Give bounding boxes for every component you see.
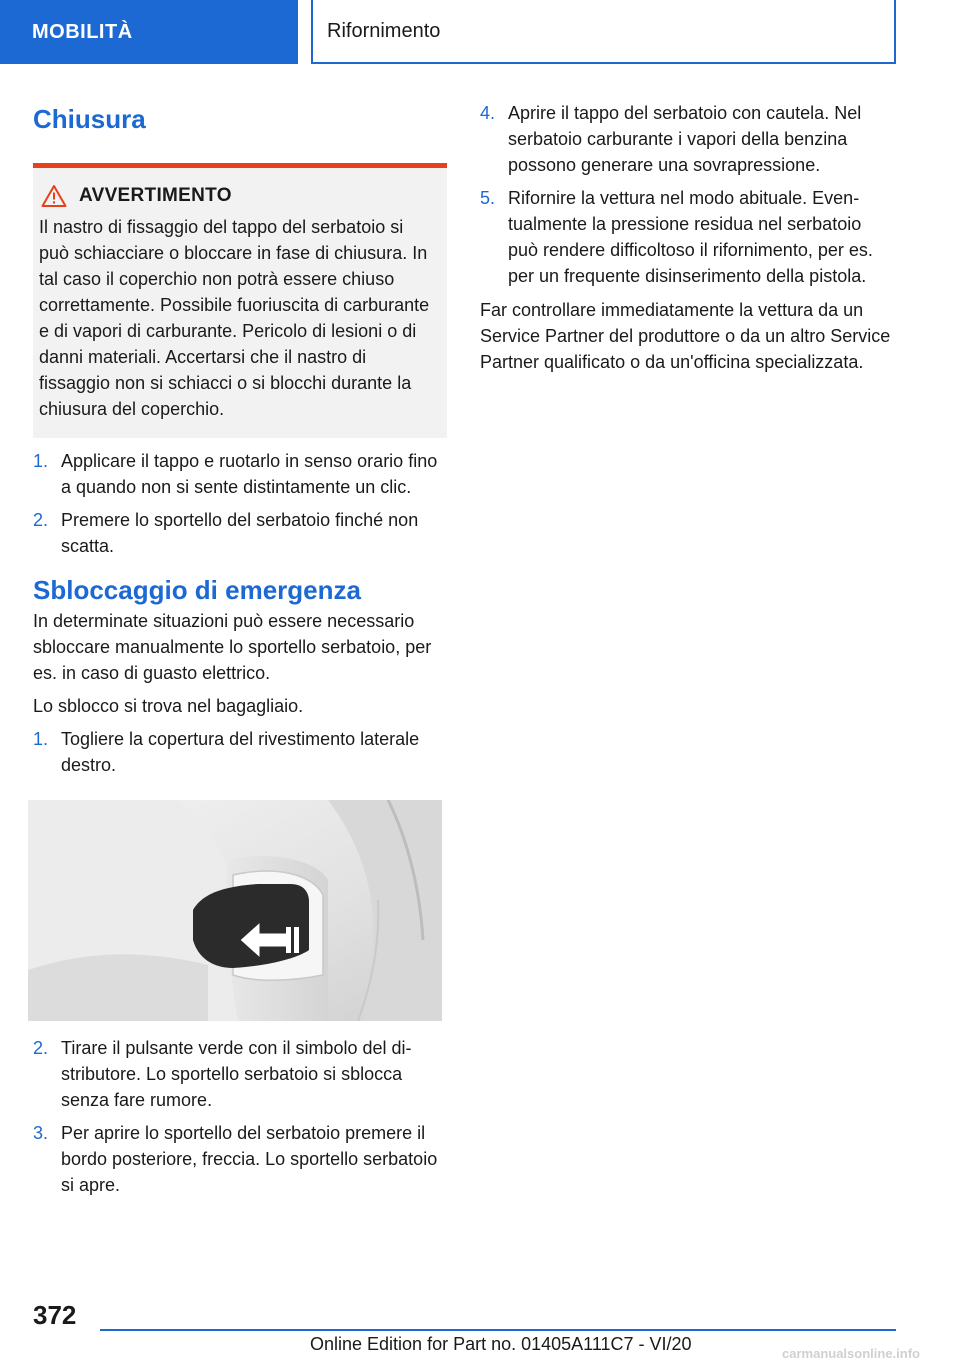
step-number: 2. [33, 510, 49, 530]
footer-divider [100, 1329, 896, 1331]
step-number: 1. [33, 451, 49, 471]
step-number: 5. [480, 188, 496, 208]
paragraph: Lo sblocco si trova nel bagagliaio. [33, 696, 304, 716]
warning-title: AVVERTIMENTO [79, 185, 232, 206]
steps-continued [480, 100, 896, 289]
left-column [33, 100, 447, 1206]
heading-sbloccaggio: Sbloccaggio di emergenza [33, 575, 361, 605]
list-item [33, 726, 447, 778]
list-item [33, 1035, 447, 1113]
step-number: 1. [33, 729, 49, 749]
step-text: Tirare il pulsante verde con il simbolo del distributore. Lo sportello serbatoio si sblocca senza fare rumore. [61, 1038, 412, 1110]
warning-box [33, 163, 447, 438]
steps-sbloccaggio-a [33, 726, 447, 778]
step-text: Premere lo sportello del serbatoio finché non scatta. [61, 510, 419, 556]
step-number: 2. [33, 1038, 49, 1058]
paragraph: Far controllare immediatamente la vettura da un Service Partner del produttore o da un altro Service Partner qualificato o da un'officina specializzata. [480, 300, 891, 372]
right-column [480, 100, 896, 382]
watermark: carmanualsonline.info [782, 1346, 920, 1361]
header-chapter-label: Rifornimento [327, 19, 441, 42]
step-text: Togliere la copertura del rivestimento laterale destro. [61, 729, 420, 775]
header-section-tab [0, 0, 298, 64]
header-chapter-tab [311, 0, 896, 64]
step-number: 3. [33, 1123, 49, 1143]
warning-text: Il nastro di fissaggio del tappo del serbatoio si può schiacciare o bloccare in fase di chiusura. In tal caso il coperchio non potrà essere chiuso correttamente. Possibile fuoriuscita di carburante e di vapori di carburante. Pericolo di lesioni o di danni materiali. Accertarsi che il nastro di fissaggio non si schiacci o si blocchi durante la chiusura del coperchio. [39, 217, 430, 419]
step-text: Applicare il tappo e ruotarlo in senso orario fino a quando non si sente distintamente un clic. [61, 451, 438, 497]
warning-header [41, 184, 433, 208]
trunk-trim-photo [28, 800, 442, 1021]
warning-triangle-icon [41, 184, 67, 208]
page-number: 372 [33, 1300, 77, 1330]
paragraph: In determinate situazioni può essere necessario sbloccare manualmente lo sportello serbatoio, per es. in caso di guasto elettrico. [33, 611, 432, 683]
header-section-label: MOBILITÀ [32, 20, 133, 43]
list-item [480, 100, 896, 178]
step-text: Per aprire lo sportello del serbatoio premere il bordo posteriore, freccia. Lo sportello serbatoio si apre. [61, 1123, 438, 1195]
step-text: Rifornire la vettura nel modo abituale. Eventualmente la pressione residua nel serbatoio può rendere difficoltoso il rifornimento, per es. per un frequente disinserimento della pistola. [508, 188, 873, 286]
list-item [33, 1120, 447, 1198]
steps-chiusura [33, 448, 447, 559]
heading-chiusura: Chiusura [33, 104, 146, 134]
step-number: 4. [480, 103, 496, 123]
step-text: Aprire il tappo del serbatoio con cautela. Nel serbatoio carburante i vapori della benzina possono generare una sovrapressione. [508, 103, 862, 175]
edition-text: Online Edition for Part no. 01405A111C7 - VI/20 [310, 1334, 692, 1354]
list-item [33, 507, 447, 559]
list-item [33, 448, 447, 500]
list-item [480, 185, 896, 289]
steps-sbloccaggio-b [33, 1035, 447, 1198]
